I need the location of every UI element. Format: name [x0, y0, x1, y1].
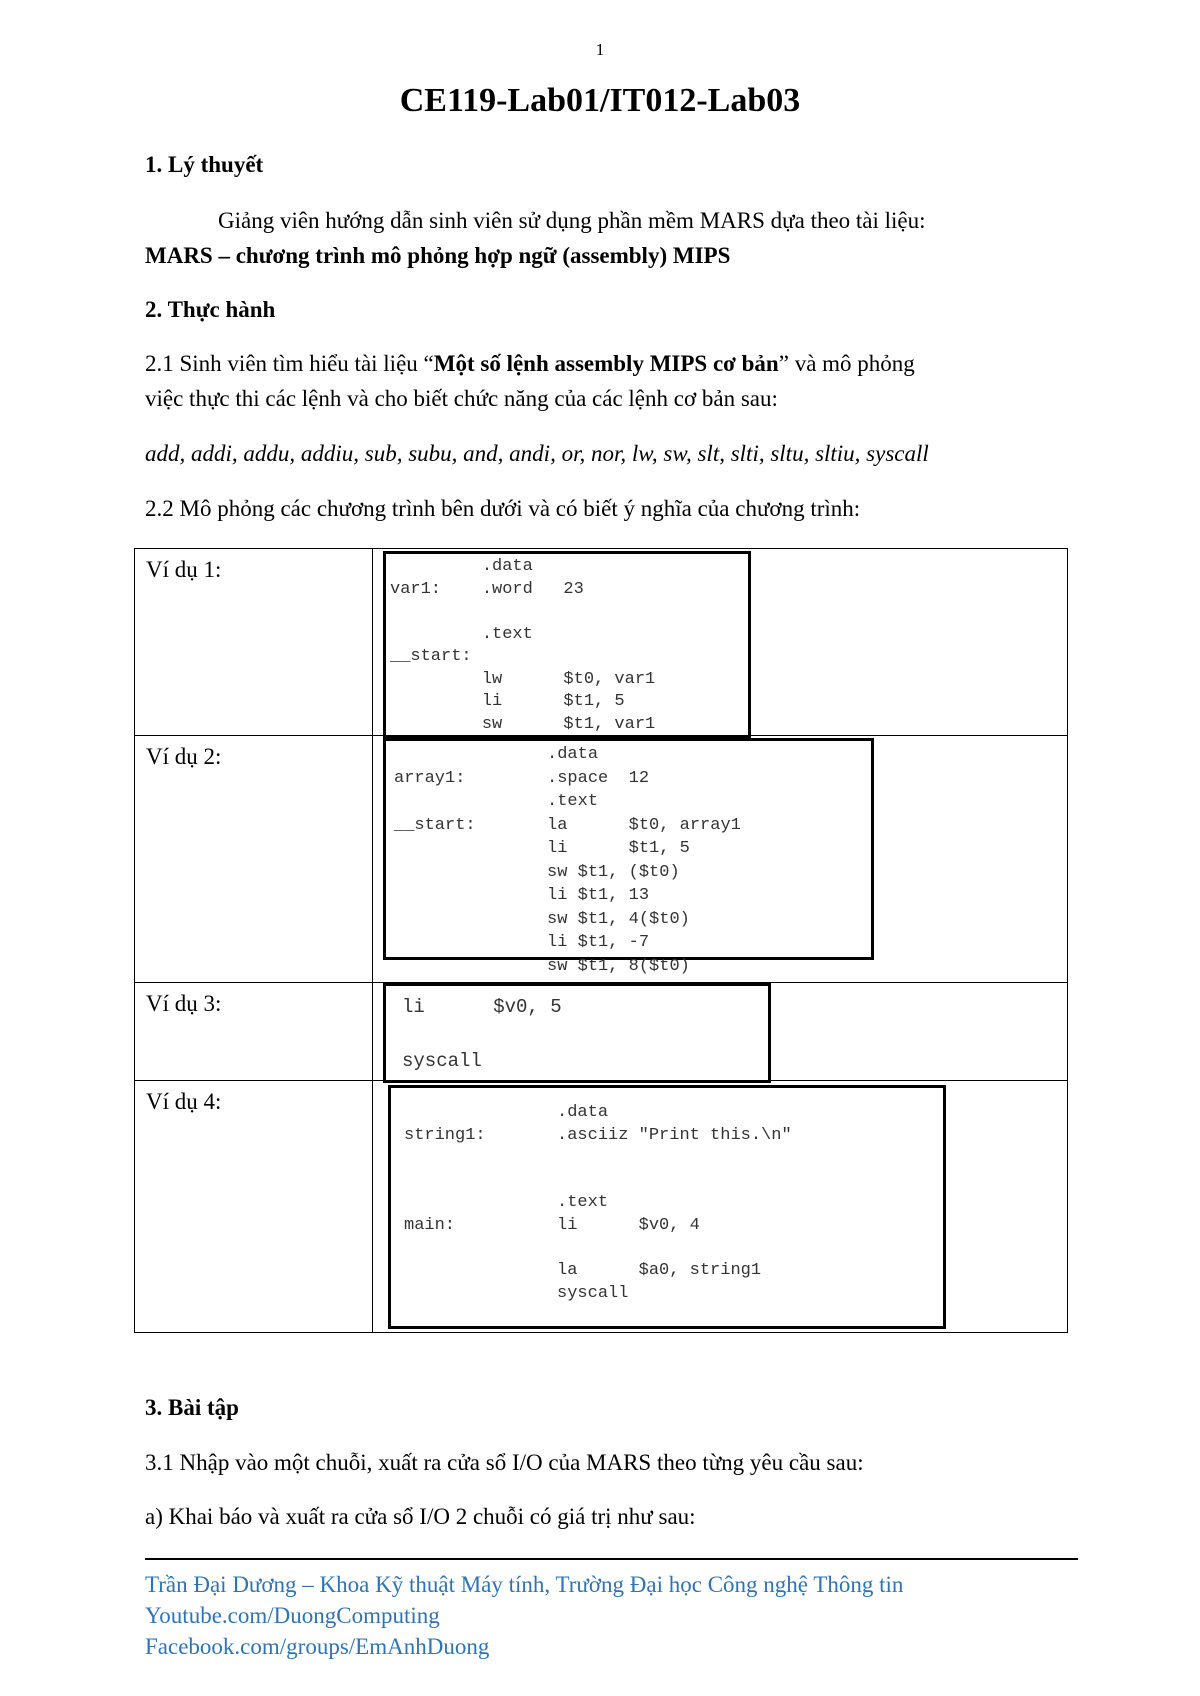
- example-2-code-cell: [373, 736, 1068, 983]
- section3-heading: 3. Bài tập: [145, 1395, 239, 1420]
- example-3-code: li $v0, 5 syscall: [402, 996, 562, 1072]
- section2-item1-line2: việc thực thi các lệnh và cho biết chức năng của các lệnh cơ bản sau:: [145, 386, 778, 411]
- instruction-list: add, addi, addu, addiu, sub, subu, and, andi, or, nor, lw, sw, slt, slti, sltu, sltiu, syscall: [145, 441, 929, 466]
- example-3-code-cell: [373, 983, 1068, 1081]
- example-row-4: [135, 1081, 1068, 1333]
- example-row-2: [135, 736, 1068, 983]
- footer-divider: [145, 1558, 1078, 1560]
- section2-item2: 2.2 Mô phỏng các chương trình bên dưới và có biết ý nghĩa của chương trình:: [145, 496, 861, 521]
- document-title: CE119-Lab01/IT012-Lab03: [399, 82, 801, 119]
- item1-text-before: 2.1 Sinh viên tìm hiểu tài liệu “: [145, 351, 434, 376]
- example-1-code-cell: [373, 549, 1068, 736]
- examples-table: [134, 548, 1068, 1333]
- example-3-code-box: [383, 983, 771, 1083]
- example-4-code: .data string1: .asciiz "Print this.\n" .text main: li $v0, 4 la $a0, string1 syscall: [404, 1103, 792, 1303]
- section1-paragraph-line1: Giảng viên hướng dẫn sinh viên sử dụng phần mềm MARS dựa theo tài liệu:: [218, 208, 926, 233]
- section3-item-a: a) Khai báo và xuất ra cửa sổ I/O 2 chuỗi có giá trị như sau:: [145, 1504, 696, 1529]
- example-1-label: Ví dụ 1:: [135, 549, 373, 736]
- example-4-label: Ví dụ 4:: [135, 1081, 373, 1333]
- footer-facebook-link[interactable]: Facebook.com/groups/EmAnhDuong: [145, 1634, 490, 1659]
- example-2-code-box: [383, 738, 874, 976]
- example-2-code: .data array1: .space 12 .text __start: la $t0, array1 li $t1, 5 sw $t1, ($t0) li $t1, 13 sw $t1, 4($t0) li $t1, -7 sw $t1, 8($t0): [394, 745, 741, 976]
- example-4-code-cell: [373, 1081, 1068, 1333]
- example-row-3: [135, 983, 1068, 1081]
- item1-text-after: ” và mô phỏng: [778, 351, 915, 376]
- example-2-label: Ví dụ 2:: [135, 736, 373, 983]
- example-3-label: Ví dụ 3:: [135, 983, 373, 1081]
- section1-heading: 1. Lý thuyết: [145, 152, 264, 177]
- section2-heading: 2. Thực hành: [145, 297, 276, 322]
- section1-paragraph-line2: MARS – chương trình mô phỏng hợp ngữ (assembly) MIPS: [145, 243, 731, 268]
- section2-item1-line1: [145, 351, 915, 377]
- example-row-1: [135, 549, 1068, 736]
- footer-youtube-link[interactable]: Youtube.com/DuongComputing: [145, 1603, 440, 1628]
- page-number: 1: [595, 40, 605, 59]
- example-1-code-box: [383, 551, 751, 738]
- example-4-code-box: [388, 1085, 946, 1329]
- footer-author: Trần Đại Dương – Khoa Kỹ thuật Máy tính, Trường Đại học Công nghệ Thông tin: [145, 1572, 904, 1597]
- example-1-code: .data var1: .word 23 .text __start: lw $t0, var1 li $t1, 5 sw $t1, var1: [390, 557, 656, 734]
- item1-document-name: Một số lệnh assembly MIPS cơ bản: [433, 351, 779, 376]
- section3-item1: 3.1 Nhập vào một chuỗi, xuất ra cửa sổ I/O của MARS theo từng yêu cầu sau:: [145, 1450, 864, 1475]
